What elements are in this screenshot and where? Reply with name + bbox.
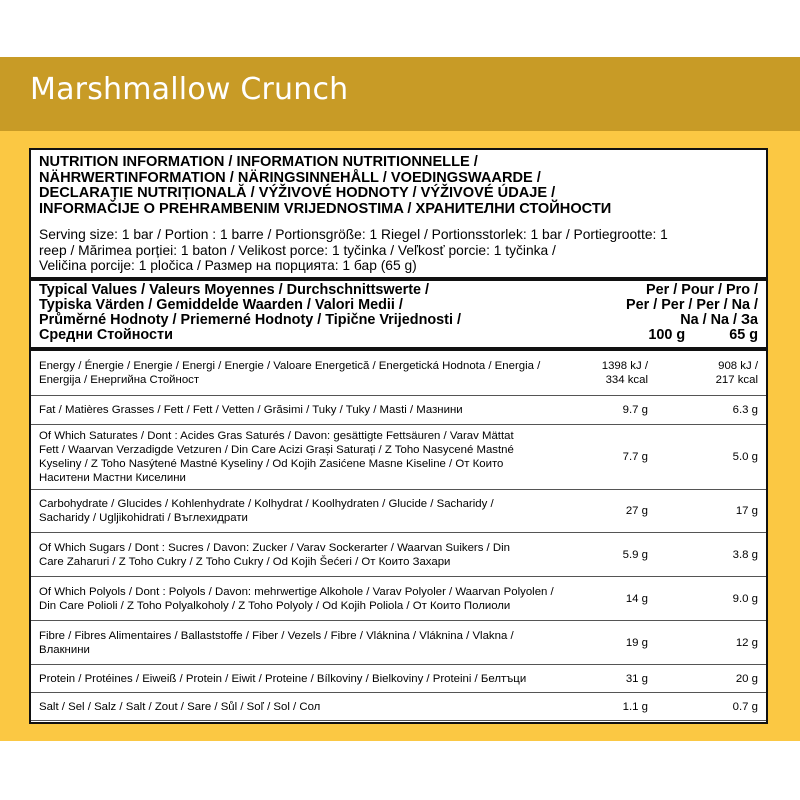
nutrient-name-line: Fat / Matières Grasses / Fett / Fett / Vetten / Grăsimi / Tuky / Tuky / Masti / Мазнини — [39, 404, 463, 416]
nutrient-name — [39, 359, 579, 387]
value-per-65g — [733, 700, 758, 714]
table-row — [31, 425, 766, 490]
table-row — [31, 490, 766, 533]
value-per-65g — [733, 403, 758, 417]
table-row — [31, 693, 766, 721]
table-row — [31, 577, 766, 621]
nutrient-name — [39, 497, 579, 525]
nutrient-name-line: Salt / Sel / Salz / Salt / Zout / Sare / Sůl / Soľ / Sol / Сол — [39, 700, 321, 713]
serving-line: reep / Mărimea porției: 1 baton / Velikost porce: 1 tyčinka / Veľkosť porcie: 1 tyčinka / — [39, 242, 556, 258]
value-per-100g — [623, 403, 648, 417]
heading-line: NÄHRWERTINFORMATION / NÄRINGSINNEHÅLL / VOEDINGSWAARDE / — [39, 169, 541, 186]
value-per-100g — [626, 504, 648, 518]
value-per-65g — [736, 504, 758, 518]
value-line: 5.9 g — [622, 548, 648, 561]
value-line: 12 g — [735, 636, 758, 649]
value-per-100g — [626, 636, 648, 650]
value-per-100g — [626, 672, 648, 686]
nutrient-name-line: Of Which Saturates / Dont : Acides Gras Saturés / Davon: gesättigte Fettsäuren / Varav Mättat — [39, 430, 514, 442]
nutrient-name-line: Sacharidy / Ugljikohidrati / Въглехидрати — [39, 512, 248, 524]
table-row — [31, 351, 766, 396]
nutrition-heading — [39, 155, 764, 217]
nutrient-name-line: Of Which Sugars / Dont : Sucres / Davon: Zucker / Varav Sockerarter / Waarvan Suikers / Din — [39, 541, 510, 554]
table-row — [31, 665, 766, 693]
typical-values-line: Průměrné Hodnoty / Priemerné Hodnoty / Tipične Vrijednosti / — [39, 312, 461, 328]
product-title: Marshmallow Crunch — [30, 72, 349, 107]
nutrient-name — [39, 700, 579, 714]
typical-values-line: Средни Стойности — [39, 327, 173, 343]
value-per-65g — [733, 592, 758, 606]
value-per-100g — [623, 700, 648, 714]
value-per-65g — [736, 636, 758, 650]
value-line: 217 kcal — [715, 374, 758, 386]
serving-line: Veličina porcije: 1 pločica / Размер на порцията: 1 бар (65 g) — [39, 258, 417, 274]
nutrient-name — [39, 672, 579, 686]
value-per-65g — [736, 672, 758, 686]
value-line: 3.8 g — [732, 548, 758, 561]
nutrient-name-line: Carbohydrate / Glucides / Kohlenhydrate / Kolhydrat / Koolhydraten / Glucide / Sacharidy / — [39, 498, 494, 510]
nutrient-name — [39, 429, 579, 485]
nutrient-name — [39, 541, 579, 569]
heading-line: INFORMAČIJE O PREHRAMBENIM VRIJEDNOSTIMA / ХРАНИТЕЛНИ СТОЙНОСТИ — [39, 200, 612, 217]
value-per-100g — [623, 548, 648, 562]
per-line: Per / Per / Per / Na / — [626, 297, 758, 313]
value-per-100g — [626, 592, 648, 606]
divider-thick — [31, 277, 766, 281]
nutrient-name — [39, 403, 579, 417]
value-per-65g — [733, 450, 758, 464]
value-line: 9.7 g — [622, 404, 648, 416]
value-line: 0.7 g — [732, 700, 758, 713]
value-line: 1398 kJ / — [601, 360, 648, 372]
nutrition-label — [29, 148, 768, 724]
nutrient-name-line: Fett / Waarvan Verzadigde Vetzuren / Din Care Acizi Grași Saturați / Z Toho Nasycené Mastné — [39, 444, 514, 456]
table-row — [31, 533, 766, 577]
value-line: 908 kJ / — [718, 360, 758, 372]
value-line: 6.3 g — [732, 404, 758, 416]
nutrient-name-line: Energija / Енергийна Стойност — [39, 374, 200, 386]
heading-line: DECLARAȚIE NUTRIȚIONALĂ / VÝŽIVOVÉ HODNOTY / VÝŽIVOVÉ ÚDAJE / — [39, 185, 556, 201]
nutrient-name — [39, 629, 579, 657]
value-line: 31 g — [625, 672, 648, 685]
nutrient-name-line: Влакнини — [39, 643, 90, 656]
column-100g: 100 g — [648, 327, 686, 343]
column-65g: 65 g — [729, 327, 758, 343]
typical-values-line: Typical Values / Valeurs Moyennes / Durchschnittswerte / — [39, 282, 430, 298]
value-line: 9.0 g — [732, 592, 758, 605]
nutrient-name-line: Protein / Protéines / Eiweiß / Protein / Eiwit / Proteine / Bílkoviny / Bielkoviny / Proteini / Белтъци — [39, 672, 527, 685]
nutrient-name-line: Kyseliny / Z Toho Nasýtené Mastné Kyseliny / Od Kojih Zasićene Masne Kiseline / От Които — [39, 458, 504, 470]
nutrient-name-line: Care Zaharuri / Z Toho Cukry / Z Toho Cukry / Od Kojih Šećeri / От Които Захари — [39, 555, 451, 568]
typical-values-line: Typiska Värden / Gemiddelde Waarden / Valori Medii / — [39, 297, 403, 313]
value-per-65g — [716, 359, 758, 387]
heading-line: NUTRITION INFORMATION / INFORMATION NUTRITIONNELLE / — [39, 154, 478, 170]
nutrient-name-line: Наситени Мастни Киселини — [39, 472, 186, 484]
value-per-65g — [733, 548, 758, 562]
table-row — [31, 396, 766, 425]
nutrient-name-line: Of Which Polyols / Dont : Polyols / Davon: mehrwertige Alkohole / Varav Polyoler / Waarvan Polyolen / — [39, 585, 554, 598]
nutrient-name — [39, 585, 579, 613]
column-units — [598, 328, 758, 343]
value-line: 14 g — [625, 592, 648, 605]
nutrient-name-line: Energy / Énergie / Energie / Energi / Energie / Valoare Energetică / Energetická Hodnota / Energia / — [39, 360, 541, 372]
value-line: 20 g — [735, 672, 758, 685]
value-per-100g — [623, 450, 648, 464]
value-line: 334 kcal — [605, 374, 648, 386]
value-line: 17 g — [735, 505, 758, 517]
per-column-header — [598, 283, 758, 343]
value-line: 27 g — [625, 505, 648, 517]
value-per-100g — [602, 359, 648, 387]
serving-size-text — [39, 227, 764, 274]
per-line: Per / Pour / Pro / — [646, 282, 758, 298]
per-line: Na / Na / За — [680, 312, 758, 328]
nutrient-name-line: Din Care Polioli / Z Toho Polyalkoholy / Z Toho Polyoly / Od Kojih Poliola / От Които Полиоли — [39, 599, 511, 612]
value-line: 7.7 g — [622, 451, 648, 463]
table-row — [31, 621, 766, 665]
value-line: 5.0 g — [732, 451, 758, 463]
serving-line: Serving size: 1 bar / Portion : 1 barre / Portionsgröße: 1 Riegel / Portionsstorlek: 1 bar / Portiegrootte: 1 — [39, 227, 668, 242]
value-line: 19 g — [625, 636, 648, 649]
nutrient-name-line: Fibre / Fibres Alimentaires / Ballaststoffe / Fiber / Vezels / Fibre / Vláknina / Vláknina / Vlakna / — [39, 629, 514, 642]
value-line: 1.1 g — [622, 700, 648, 713]
